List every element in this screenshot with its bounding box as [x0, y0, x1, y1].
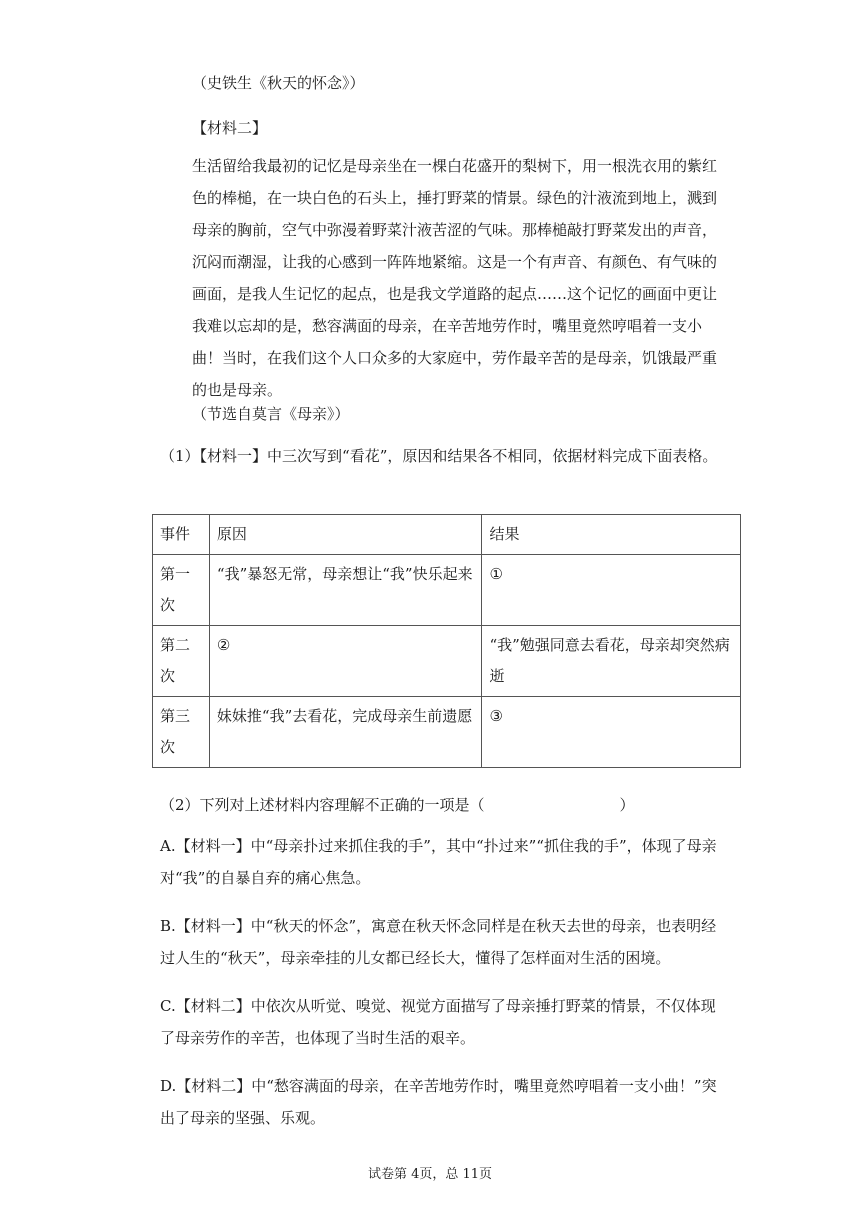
- table-cell-result: “我”勉强同意去看花，母亲却突然病逝: [482, 626, 741, 697]
- page-footer: 试卷第 4页，总 11页: [367, 1167, 493, 1182]
- option-b: B.【材料一】中“秋天的怀念”，寓意在秋天怀念同样是在秋天去世的母亲，也表明经过人生的“秋天”，母亲牵挂的儿女都已经长大，懂得了怎样面对生活的困境。: [160, 917, 717, 967]
- source-citation-2: （节选自莫言《母亲》）: [192, 405, 350, 423]
- material-2-paragraph: [160, 150, 730, 406]
- option-d: D.【材料二】中“愁容满面的母亲，在辛苦地劳作时，嘴里竟然哼唱着一支小曲！”突出了母亲的坚强、乐观。: [160, 1077, 717, 1127]
- answer-table: [152, 514, 741, 768]
- table-cell-cause: “我”暴怒无常，母亲想让“我”快乐起来: [209, 555, 482, 626]
- table-cell-result: ③: [482, 697, 741, 768]
- question-2-prompt: （2）下列对上述材料内容理解不正确的一项是（ ）: [160, 796, 635, 814]
- table-header-cell: 结果: [482, 515, 741, 555]
- table-header-cell: 原因: [209, 515, 482, 555]
- table-cell-event: 第二次: [153, 626, 210, 697]
- question-1-prompt: （1）【材料一】中三次写到“看花”，原因和结果各不相同，依据材料完成下面表格。: [160, 447, 718, 465]
- table-header-row: [153, 515, 741, 555]
- table-cell-cause: 妹妹推“我”去看花，完成母亲生前遗愿: [209, 697, 482, 768]
- table-header-cell: 事件: [153, 515, 210, 555]
- table-cell-event: 第三次: [153, 697, 210, 768]
- table-row: [153, 626, 741, 697]
- table-cell-event: 第一次: [153, 555, 210, 626]
- source-citation-1: （史铁生《秋天的怀念》）: [192, 74, 365, 92]
- table-row: [153, 555, 741, 626]
- table-cell-result: ①: [482, 555, 741, 626]
- option-a: A.【材料一】中“母亲扑过来抓住我的手”，其中“扑过来”“抓住我的手”，体现了母亲对“我”的自暴自弃的痛心焦急。: [160, 837, 717, 887]
- option-c: C.【材料二】中依次从听觉、嗅觉、视觉方面描写了母亲捶打野菜的情景，不仅体现了母亲劳作的辛苦，也体现了当时生活的艰辛。: [160, 997, 716, 1047]
- table-cell-cause: ②: [209, 626, 482, 697]
- material-2-heading: 【材料二】: [192, 119, 268, 137]
- material-2-text: 生活留给我最初的记忆是母亲坐在一棵白花盛开的梨树下，用一根洗衣用的紫红色的棒槌，在一块白色的石头上，捶打野菜的情景。绿色的汁液流到地上，溅到母亲的胸前，空气中弥漫着野菜汁液苦涩的气味。那棒槌敲打野菜发出的声音，沉闷而潮湿，让我的心感到一阵阵地紧缩。这是一个有声音、有颜色、有气味的画面，是我人生记忆的起点，也是我文学道路的起点……这个记忆的画面中更让我难以忘却的是，愁容满面的母亲，在辛苦地劳作时，嘴里竟然哼唱着一支小曲！当时，在我们这个人口众多的大家庭中，劳作最辛苦的是母亲，饥饿最严重的也是母亲。: [192, 157, 718, 399]
- table-row: [153, 697, 741, 768]
